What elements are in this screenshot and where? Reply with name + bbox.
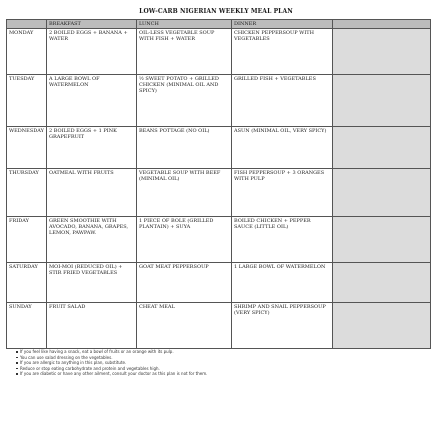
- dinner-cell: FISH PEPPERSOUP + 3 ORANGES WITH PULP: [232, 169, 333, 217]
- lunch-cell: 1 PIECE OF BOLE (GRILLED PLANTAIN) + SUYA: [137, 217, 232, 263]
- table-row: [7, 263, 431, 303]
- extra-cell: [333, 127, 431, 169]
- header-lunch: LUNCH: [137, 20, 232, 29]
- lunch-cell: GOAT MEAT PEPPERSOUP: [137, 263, 232, 303]
- extra-cell: [333, 29, 431, 75]
- extra-cell: [333, 75, 431, 127]
- dinner-cell: GRILLED FISH + VEGETABLES: [232, 75, 333, 127]
- day-cell: THURSDAY: [7, 169, 47, 217]
- lunch-cell: BEANS POTTAGE (NO OIL): [137, 127, 232, 169]
- breakfast-cell: OATMEAL WITH FRUITS: [47, 169, 137, 217]
- dinner-cell: ASUN (MINIMAL OIL, VERY SPICY): [232, 127, 333, 169]
- note-item: If you are diabetic or have any other ailment, consult your doctor as this plan is not for them.: [16, 371, 416, 377]
- table-row: [7, 303, 431, 349]
- note-item: Reduce or stop eating carbohydrate and protein and vegetables high.: [16, 366, 416, 372]
- day-cell: TUESDAY: [7, 75, 47, 127]
- meal-plan-table: [6, 19, 431, 349]
- breakfast-cell: 2 BOILED EGGS + 1 PINK GRAPEFRUIT: [47, 127, 137, 169]
- header-breakfast: BREAKFAST: [47, 20, 137, 29]
- header-day: [7, 20, 47, 29]
- note-item: You can use salad dressing on the vegetables.: [16, 355, 416, 361]
- extra-cell: [333, 303, 431, 349]
- notes-list: [10, 349, 416, 377]
- breakfast-cell: GREEN SMOOTHIE WITH AVOCADO, BANANA, GRAPES, LEMON, PAWPAW.: [47, 217, 137, 263]
- page-title: LOW-CARB NIGERIAN WEEKLY MEAL PLAN: [139, 8, 293, 15]
- breakfast-cell: 2 BOILED EGGS + BANANA + WATER: [47, 29, 137, 75]
- day-cell: SATURDAY: [7, 263, 47, 303]
- header-extra: [333, 20, 431, 29]
- table-row: [7, 169, 431, 217]
- day-cell: SUNDAY: [7, 303, 47, 349]
- lunch-cell: ½ SWEET POTATO + GRILLED CHICKEN (MINIMAL OIL AND SPICY): [137, 75, 232, 127]
- lunch-cell: CHEAT MEAL: [137, 303, 232, 349]
- note-item: If you feel like having a snack, eat a bowl of fruits or an orange with its pulp.: [16, 349, 416, 355]
- extra-cell: [333, 169, 431, 217]
- table-row: [7, 75, 431, 127]
- breakfast-cell: A LARGE BOWL OF WATERMELON: [47, 75, 137, 127]
- lunch-cell: OIL-LESS VEGETABLE SOUP WITH FISH + WATER: [137, 29, 232, 75]
- day-cell: MONDAY: [7, 29, 47, 75]
- lunch-cell: VEGETABLE SOUP WITH BEEF (MINIMAL OIL): [137, 169, 232, 217]
- breakfast-cell: MOI-MOI (REDUCED OIL) + STIR FRIED VEGETABLES: [47, 263, 137, 303]
- header-dinner: DINNER: [232, 20, 333, 29]
- extra-cell: [333, 263, 431, 303]
- note-item: If you are allergic to anything in this plan, substitute.: [16, 360, 416, 366]
- dinner-cell: SHRIMP AND SNAIL PEPPERSOUP (VERY SPICY): [232, 303, 333, 349]
- day-cell: WEDNESDAY: [7, 127, 47, 169]
- table-row: [7, 217, 431, 263]
- table-row: [7, 29, 431, 75]
- dinner-cell: BOILED CHICKEN + PEPPER SAUCE (LITTLE OIL): [232, 217, 333, 263]
- day-cell: FRIDAY: [7, 217, 47, 263]
- breakfast-cell: FRUIT SALAD: [47, 303, 137, 349]
- table-header-row: [7, 20, 431, 29]
- dinner-cell: CHICKEN PEPPERSOUP WITH VEGETABLES: [232, 29, 333, 75]
- dinner-cell: 1 LARGE BOWL OF WATERMELON: [232, 263, 333, 303]
- extra-cell: [333, 217, 431, 263]
- table-row: [7, 127, 431, 169]
